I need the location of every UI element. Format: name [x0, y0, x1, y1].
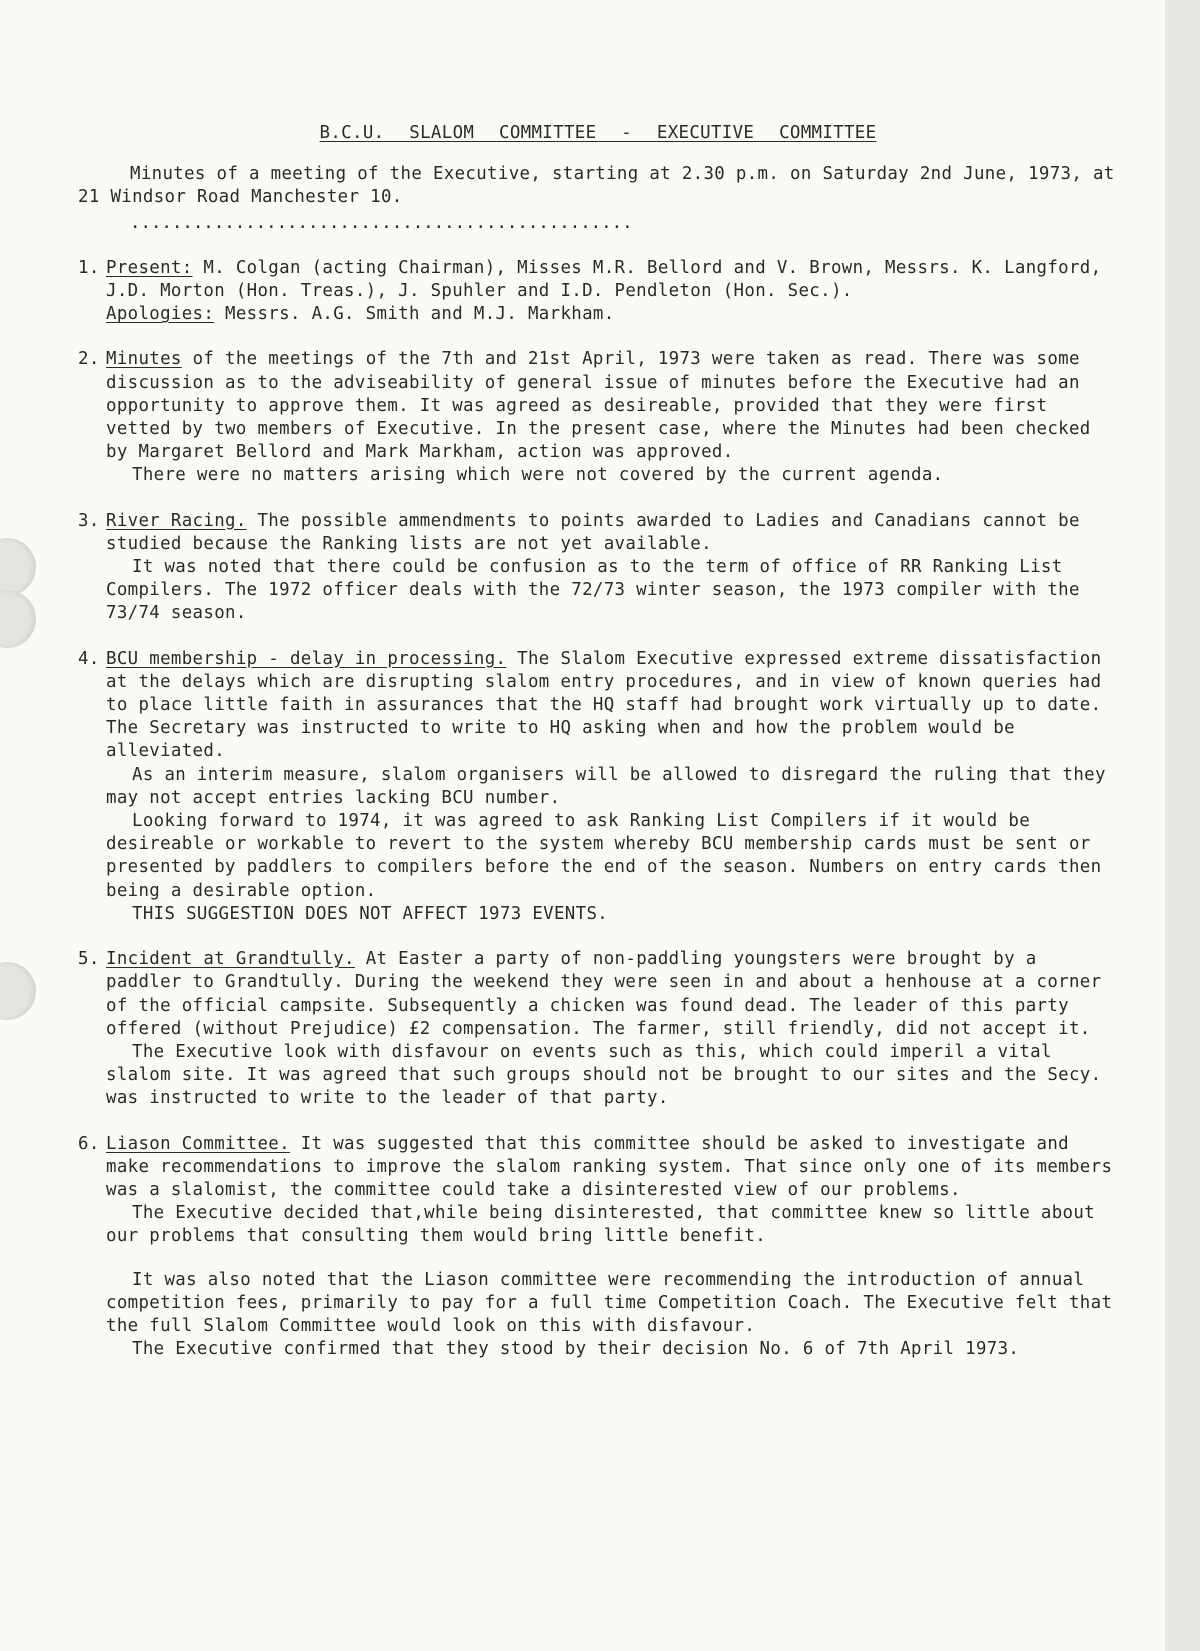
present-paragraph [106, 257, 1118, 303]
apologies-text: Messrs. A.G. Smith and M.J. Markham. [214, 304, 615, 325]
liason-heading: Liason Committee. [106, 1133, 290, 1154]
separator-dots: ................................................ [130, 212, 633, 233]
present-text: M. Colgan (acting Chairman), Misses M.R. Bellord and V. Brown, Messrs. K. Langford, J.D. Morton (Hon. Treas.), J. Spuhler and I.D. Pendleton (Hon. Sec.). [106, 257, 1102, 302]
item-number: 3. [78, 510, 100, 531]
liason-decision: The Executive decided that,while being disinterested, that committee knew so little about our problems that consulting them would bring little benefit. [106, 1203, 1095, 1247]
minutes-document [78, 122, 1118, 1361]
apologies-heading: Apologies: [106, 304, 215, 325]
river-racing-text: The possible ammendments to points awarded to Ladies and Canadians cannot be studied because the Ranking lists are not yet available. [106, 510, 1080, 554]
minutes-paragraph [106, 348, 1118, 464]
item-number: 2. [78, 349, 100, 370]
present-heading: Present: [106, 257, 193, 278]
liason-paragraph [106, 1133, 1118, 1203]
item-number: 5. [78, 949, 100, 970]
minutes-arising: There were no matters arising which were not covered by the current agenda. [132, 465, 944, 486]
apologies-paragraph [106, 303, 1118, 326]
page-edge [1165, 0, 1200, 1651]
membership-1974: Looking forward to 1974, it was agreed to ask Ranking List Compilers if it would be desireable or workable to revert to the system whereby BCU membership cards must be sent or presented by paddlers to compilers before the end of the season. Numbers on entry cards then being a desirable option. [106, 811, 1102, 901]
membership-interim: As an interim measure, slalom organisers will be allowed to disregard the ruling that they may not accept entries lacking BCU number. [106, 764, 1106, 808]
item-number: 1. [78, 257, 100, 278]
meeting-intro [78, 163, 1118, 235]
item-grandtully [78, 948, 1118, 1110]
item-present [78, 257, 1118, 327]
membership-paragraph [106, 648, 1118, 764]
item-minutes [78, 348, 1118, 487]
liason-confirmed: The Executive confirmed that they stood by their decision No. 6 of 7th April 1973. [132, 1339, 1020, 1360]
liason-fees: It was also noted that the Liason committee were recommending the introduction of annual competition fees, primarily to pay for a full time Competition Coach. The Executive felt that the full Slalom Committee would look on this with disfavour. [106, 1269, 1113, 1336]
document-title: B.C.U. SLALOM COMMITTEE - EXECUTIVE COMMITTEE [319, 123, 877, 143]
river-racing-paragraph [106, 510, 1118, 556]
punch-hole [0, 962, 36, 1020]
item-bcu-membership [78, 648, 1118, 926]
punch-hole [0, 538, 36, 596]
item-number: 6. [78, 1133, 100, 1154]
membership-text: The Slalom Executive expressed extreme dissatisfaction at the delays which are disrupting slalom entry procedures, and in view of known queries had to place little faith in assurances that the HQ staff had brought work virtually up to date. The Secretary was instructed to write to HQ asking when and how the problem would be alleviated. [106, 648, 1102, 762]
item-number: 4. [78, 648, 100, 669]
grandtully-text: At Easter a party of non-paddling youngsters were brought by a paddler to Grandtully. During the weekend they were seen in and about a henhouse at a corner of the official campsite. Subsequently a chicken was found dead. The leader of this party offered (without Prejudice) £2 compensation. The farmer, still friendly, did not accept it. [106, 949, 1102, 1039]
grandtully-paragraph [106, 948, 1118, 1041]
liason-text: It was suggested that this committee should be asked to investigate and make recommendations to improve the slalom ranking system. That since only one of its members was a slalomist, the committee could take a disinterested view of our problems. [106, 1133, 1113, 1200]
minutes-text: of the meetings of the 7th and 21st April, 1973 were taken as read. There was some discussion as to the adviseability of general issue of minutes before the Executive had an opportunity to approve them. It was agreed as desireable, provided that they were first vetted by two members of Executive. In the present case, where the Minutes had been checked by Margaret Bellord and Mark Markham, action was approved. [106, 349, 1091, 463]
punch-hole [0, 590, 36, 648]
item-liason [78, 1133, 1118, 1362]
river-racing-compilers: It was noted that there could be confusion as to the term of office of RR Ranking List Compilers. The 1972 officer deals with the 72/73 winter season, the 1973 compiler with the 73/74 season. [106, 557, 1080, 624]
grandtully-decision: The Executive look with disfavour on events such as this, which could imperil a vital slalom site. It was agreed that such groups should not be brought to our sites and the Secy. was instructed to write to the leader of that party. [106, 1041, 1102, 1109]
river-racing-heading: River Racing. [106, 510, 247, 531]
intro-text: Minutes of a meeting of the Executive, starting at 2.30 p.m. on Saturday 2nd June, 1973, at 21 Windsor Road Manchester 10. [78, 164, 1115, 208]
membership-heading: BCU membership - delay in processing. [106, 648, 507, 669]
minutes-heading: Minutes [106, 349, 182, 370]
membership-note: THIS SUGGESTION DOES NOT AFFECT 1973 EVENTS. [132, 903, 609, 924]
grandtully-heading: Incident at Grandtully. [106, 949, 355, 970]
item-river-racing [78, 510, 1118, 626]
